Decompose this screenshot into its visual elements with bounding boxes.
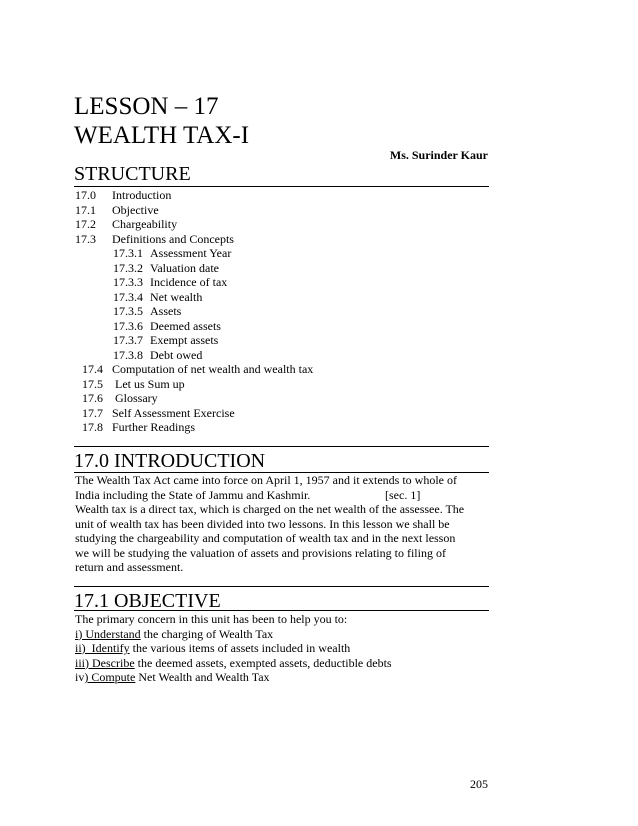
toc-subitem: 17.3.4 Net wealth bbox=[113, 289, 203, 304]
intro-top-rule bbox=[74, 446, 489, 447]
page-number: 205 bbox=[470, 777, 488, 791]
introduction-heading: 17.0 INTRODUCTION bbox=[74, 450, 266, 472]
section-reference: [sec. 1] bbox=[385, 487, 421, 502]
toc-item: 17.1 Objective bbox=[75, 202, 159, 217]
objective-rule bbox=[74, 610, 489, 611]
objective-heading: 17.1 OBJECTIVE bbox=[74, 590, 221, 612]
toc-item: 17.2 Chargeability bbox=[75, 217, 178, 231]
toc-item: 17.7 Self Assessment Exercise bbox=[82, 405, 235, 420]
lesson-title: WEALTH TAX-I bbox=[74, 122, 250, 149]
structure-list bbox=[75, 188, 313, 435]
toc-subitem: 17.3.8 Debt owed bbox=[113, 347, 203, 362]
structure-heading: STRUCTURE bbox=[74, 163, 191, 185]
structure-rule bbox=[74, 186, 489, 187]
objective-body: The primary concern in this unit has been to help you to: i) Understand the charging of Wealth Tax ii) Identify the various items of assets included in wealth iii) Describe the deemed assets, exempted assets, deductible debts iv) Compute Net Wealth and Wealth Tax bbox=[75, 612, 487, 685]
toc-subitem: 17.3.7 Exempt assets bbox=[113, 333, 219, 347]
toc-subitem: 17.3.3 Incidence of tax bbox=[113, 275, 228, 289]
toc-item: 17.3 Definitions and Concepts bbox=[75, 231, 234, 246]
introduction-body: The Wealth Tax Act came into force on April 1, 1957 and it extends to whole of India including the State of Jammu and Kashmir. [sec. 1] Wealth tax is a direct tax, which is charged on the net wealth of the assessee. The unit of wealth tax has been divided into two lessons. In this lesson we shall be studying the chargeability and computation of wealth tax and in the next lesson we will be studying the valuation of assets and provisions relating to filing of return and assessment. bbox=[75, 473, 465, 574]
objective-top-rule bbox=[74, 586, 489, 587]
toc-subitem: 17.3.1 Assessment Year bbox=[113, 246, 232, 260]
toc-item: 17.6 Glossary bbox=[82, 391, 158, 405]
toc-subitem: 17.3.5 Assets bbox=[113, 304, 182, 318]
toc-subitem: 17.3.6 Deemed assets bbox=[113, 318, 221, 333]
objective-item: iv) Compute Net Wealth and Wealth Tax bbox=[75, 670, 270, 684]
author-name: Ms. Surinder Kaur bbox=[389, 148, 488, 162]
objective-item: iii) Describe the deemed assets, exempted assets, deductible debts bbox=[75, 655, 392, 670]
lesson-number: LESSON – 17 bbox=[74, 93, 219, 120]
toc-item: 17.4 Computation of net wealth and wealth tax bbox=[82, 362, 314, 376]
toc-item: 17.5 Let us Sum up bbox=[82, 376, 185, 391]
toc-subitem: 17.3.2 Valuation date bbox=[113, 260, 219, 275]
lesson-title-block bbox=[74, 92, 249, 150]
toc-item: 17.8 Further Readings bbox=[82, 420, 195, 434]
objective-item: i) Understand the charging of Wealth Tax bbox=[75, 626, 274, 641]
toc-item: 17.0 Introduction bbox=[75, 188, 172, 202]
objective-item: ii) Identify the various items of assets included in wealth bbox=[75, 641, 351, 655]
